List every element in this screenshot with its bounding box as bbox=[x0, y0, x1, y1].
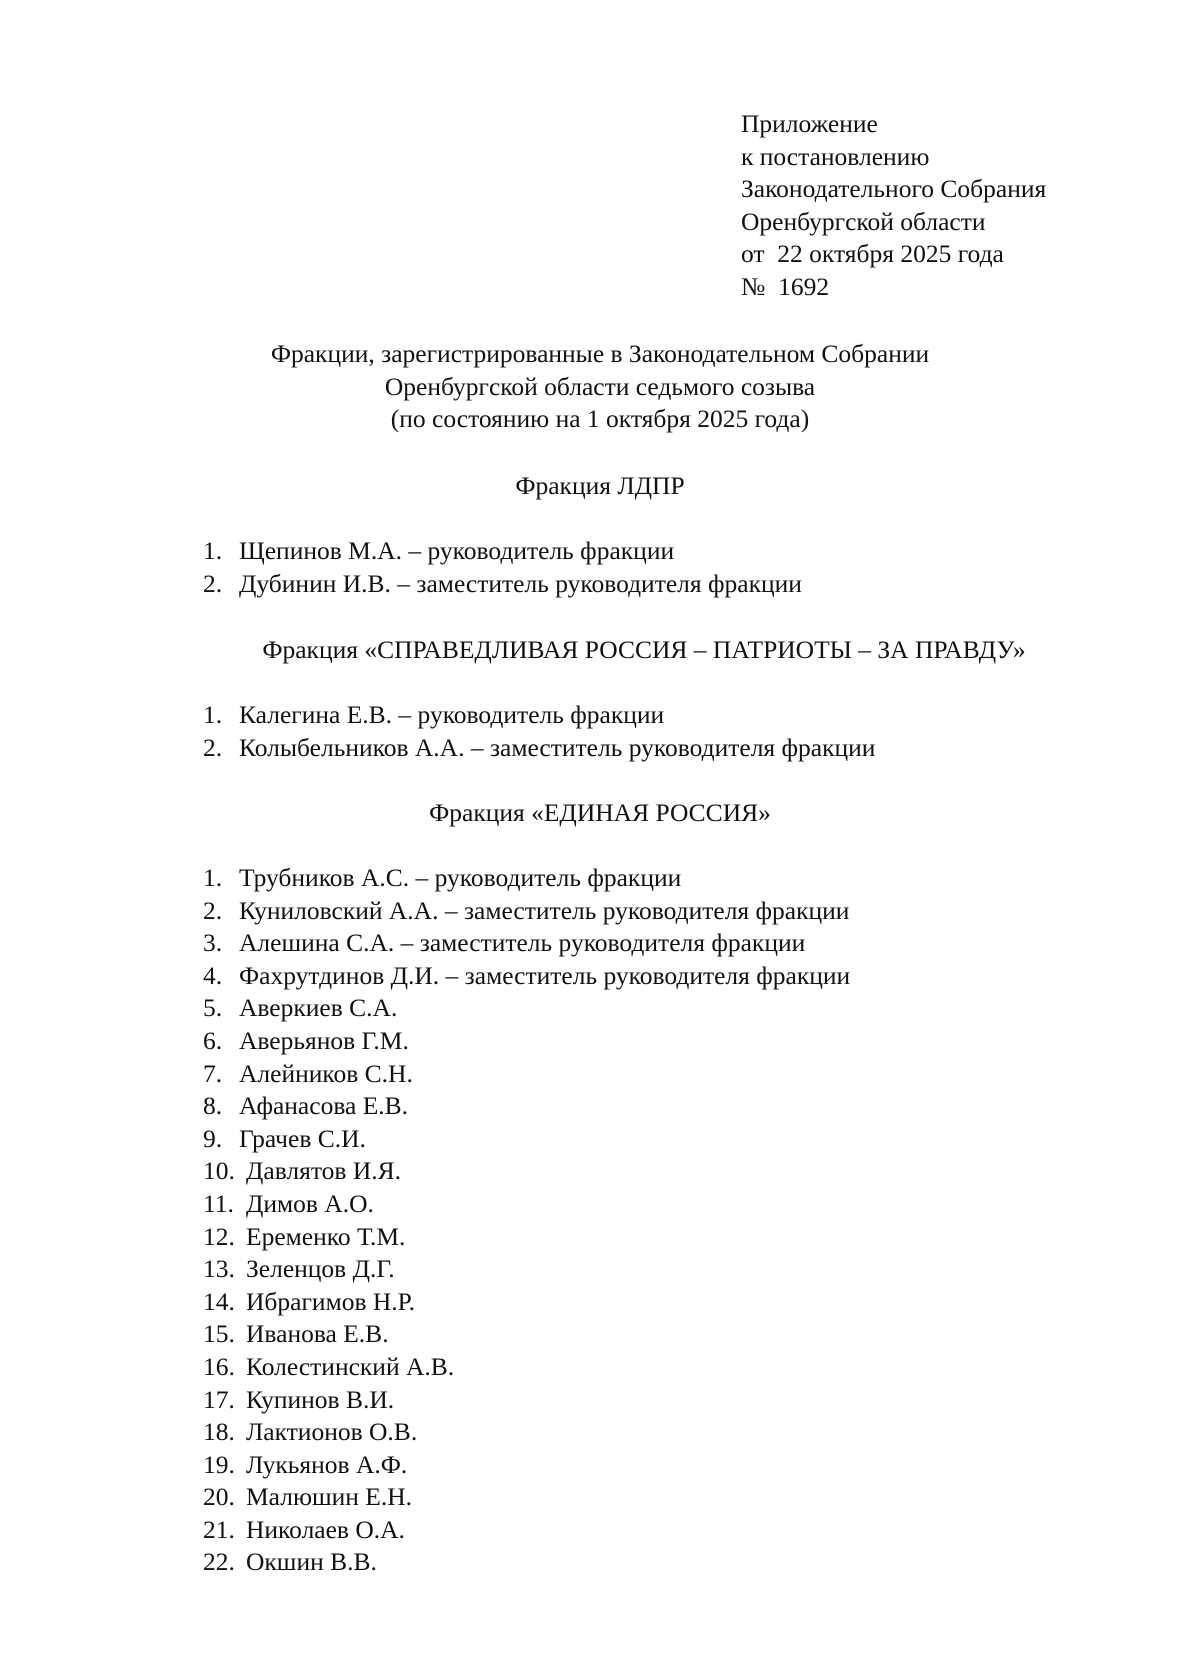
list-item-text: Алейников С.Н. bbox=[239, 1058, 413, 1088]
list-item bbox=[203, 1025, 850, 1058]
list-item-number: 2. bbox=[203, 568, 223, 598]
list-item-text: Ибрагимов Н.Р. bbox=[246, 1286, 416, 1316]
list-item-number: 2. bbox=[203, 732, 223, 762]
list-item-text: Иванова Е.В. bbox=[246, 1319, 389, 1349]
list-item-number: 1. bbox=[203, 700, 223, 729]
list-item-text: Колыбельников А.А. – заместитель руководителя фракции bbox=[239, 732, 876, 762]
list-item bbox=[203, 1514, 850, 1547]
list-item bbox=[203, 1123, 850, 1156]
appendix-line: к постановлению bbox=[741, 141, 930, 171]
list-item-text: Аверьянов Г.М. bbox=[239, 1025, 409, 1055]
list-item bbox=[203, 1253, 850, 1286]
list-item bbox=[203, 1416, 850, 1449]
appendix-line: Приложение bbox=[741, 109, 878, 138]
faction-heading-er: Фракция «ЕДИНАЯ РОССИЯ» bbox=[429, 798, 771, 827]
list-item-text: Дубинин И.В. – заместитель руководителя фракции bbox=[239, 568, 802, 598]
list-item-number: 21. bbox=[203, 1514, 235, 1544]
list-item bbox=[203, 535, 802, 568]
faction-list-er bbox=[203, 862, 850, 1579]
list-item bbox=[203, 1221, 850, 1254]
list-item-text: Калегина Е.В. – руководитель фракции bbox=[239, 700, 665, 729]
appendix-block bbox=[741, 108, 1046, 303]
list-item-number: 2. bbox=[203, 895, 223, 925]
list-item-text: Давлятов И.Я. bbox=[246, 1156, 402, 1186]
faction-heading-sr: Фракция «СПРАВЕДЛИВАЯ РОССИЯ – ПАТРИОТЫ – ЗА ПРАВДУ» bbox=[262, 635, 1026, 664]
list-item bbox=[203, 568, 802, 601]
list-item bbox=[203, 960, 850, 993]
list-item-number: 17. bbox=[203, 1384, 235, 1414]
list-item-text: Алешина С.А. – заместитель руководителя фракции bbox=[239, 928, 806, 958]
list-item-text: Фахрутдинов Д.И. – заместитель руководителя фракции bbox=[239, 960, 851, 990]
list-item-text: Зеленцов Д.Г. bbox=[246, 1254, 395, 1284]
list-item-number: 18. bbox=[203, 1417, 235, 1447]
list-item-text: Николаев О.А. bbox=[246, 1514, 405, 1544]
list-item-text: Афанасова Е.В. bbox=[239, 1091, 409, 1121]
list-item bbox=[203, 1188, 850, 1221]
list-item-text: Куниловский А.А. – заместитель руководителя фракции bbox=[239, 895, 850, 925]
list-item bbox=[203, 1090, 850, 1123]
list-item-number: 7. bbox=[203, 1058, 223, 1088]
appendix-line: Законодательного Собрания bbox=[741, 174, 1047, 203]
list-item-text: Колестинский А.В. bbox=[246, 1351, 455, 1381]
document-title bbox=[0, 338, 1200, 436]
list-item-number: 19. bbox=[203, 1449, 235, 1479]
list-item-text: Лактионов О.В. bbox=[246, 1417, 418, 1447]
list-item-number: 3. bbox=[203, 928, 223, 958]
list-item bbox=[203, 1449, 850, 1482]
list-item-number: 22. bbox=[203, 1547, 235, 1577]
list-item-number: 14. bbox=[203, 1286, 235, 1316]
list-item-text: Щепинов М.А. – руководитель фракции bbox=[239, 536, 675, 565]
list-item-text: Аверкиев С.А. bbox=[239, 993, 398, 1023]
title-line: Фракции, зарегистрированные в Законодательном Собрании bbox=[270, 339, 930, 368]
list-item-number: 1. bbox=[203, 536, 223, 565]
faction-list-sr bbox=[203, 699, 875, 764]
list-item-number: 15. bbox=[203, 1319, 235, 1349]
list-item bbox=[203, 1546, 850, 1579]
list-item bbox=[203, 1481, 850, 1514]
list-item-number: 1. bbox=[203, 863, 223, 892]
list-item-number: 10. bbox=[203, 1156, 235, 1186]
appendix-date: от 22 октября 2025 года bbox=[741, 239, 1004, 268]
appendix-line: Оренбургской области bbox=[741, 206, 986, 236]
list-item-text: Димов А.О. bbox=[246, 1188, 374, 1218]
appendix-number: № 1692 bbox=[741, 271, 830, 301]
list-item bbox=[203, 1286, 850, 1319]
list-item bbox=[203, 732, 875, 765]
list-item bbox=[203, 992, 850, 1025]
list-item-text: Окшин В.В. bbox=[246, 1547, 377, 1577]
faction-heading-ldpr: Фракция ЛДПР bbox=[515, 471, 685, 500]
list-item-number: 6. bbox=[203, 1025, 223, 1055]
list-item-text: Лукьянов А.Ф. bbox=[246, 1449, 408, 1479]
list-item bbox=[203, 927, 850, 960]
list-item-number: 5. bbox=[203, 993, 223, 1023]
list-item bbox=[203, 1155, 850, 1188]
list-item-text: Трубников А.С. – руководитель фракции bbox=[239, 863, 682, 892]
list-item-text: Малюшин Е.Н. bbox=[246, 1482, 413, 1512]
list-item-number: 4. bbox=[203, 960, 223, 990]
list-item bbox=[203, 1318, 850, 1351]
list-item-text: Еременко Т.М. bbox=[246, 1221, 406, 1251]
list-item-number: 20. bbox=[203, 1482, 235, 1512]
list-item bbox=[203, 1384, 850, 1417]
title-line: (по состоянию на 1 октября 2025 года) bbox=[390, 404, 810, 433]
title-line: Оренбургской области седьмого созыва bbox=[384, 371, 816, 401]
list-item bbox=[203, 895, 850, 928]
list-item-number: 8. bbox=[203, 1091, 223, 1121]
list-item-number: 13. bbox=[203, 1254, 235, 1284]
list-item-text: Грачев С.И. bbox=[239, 1123, 366, 1153]
list-item-number: 9. bbox=[203, 1123, 223, 1153]
list-item-text: Купинов В.И. bbox=[246, 1384, 395, 1414]
list-item bbox=[203, 1058, 850, 1091]
list-item bbox=[203, 862, 850, 895]
list-item-number: 11. bbox=[203, 1188, 234, 1218]
faction-list-ldpr bbox=[203, 535, 802, 600]
list-item bbox=[203, 699, 875, 732]
list-item bbox=[203, 1351, 850, 1384]
list-item-number: 16. bbox=[203, 1351, 235, 1381]
list-item-number: 12. bbox=[203, 1221, 235, 1251]
